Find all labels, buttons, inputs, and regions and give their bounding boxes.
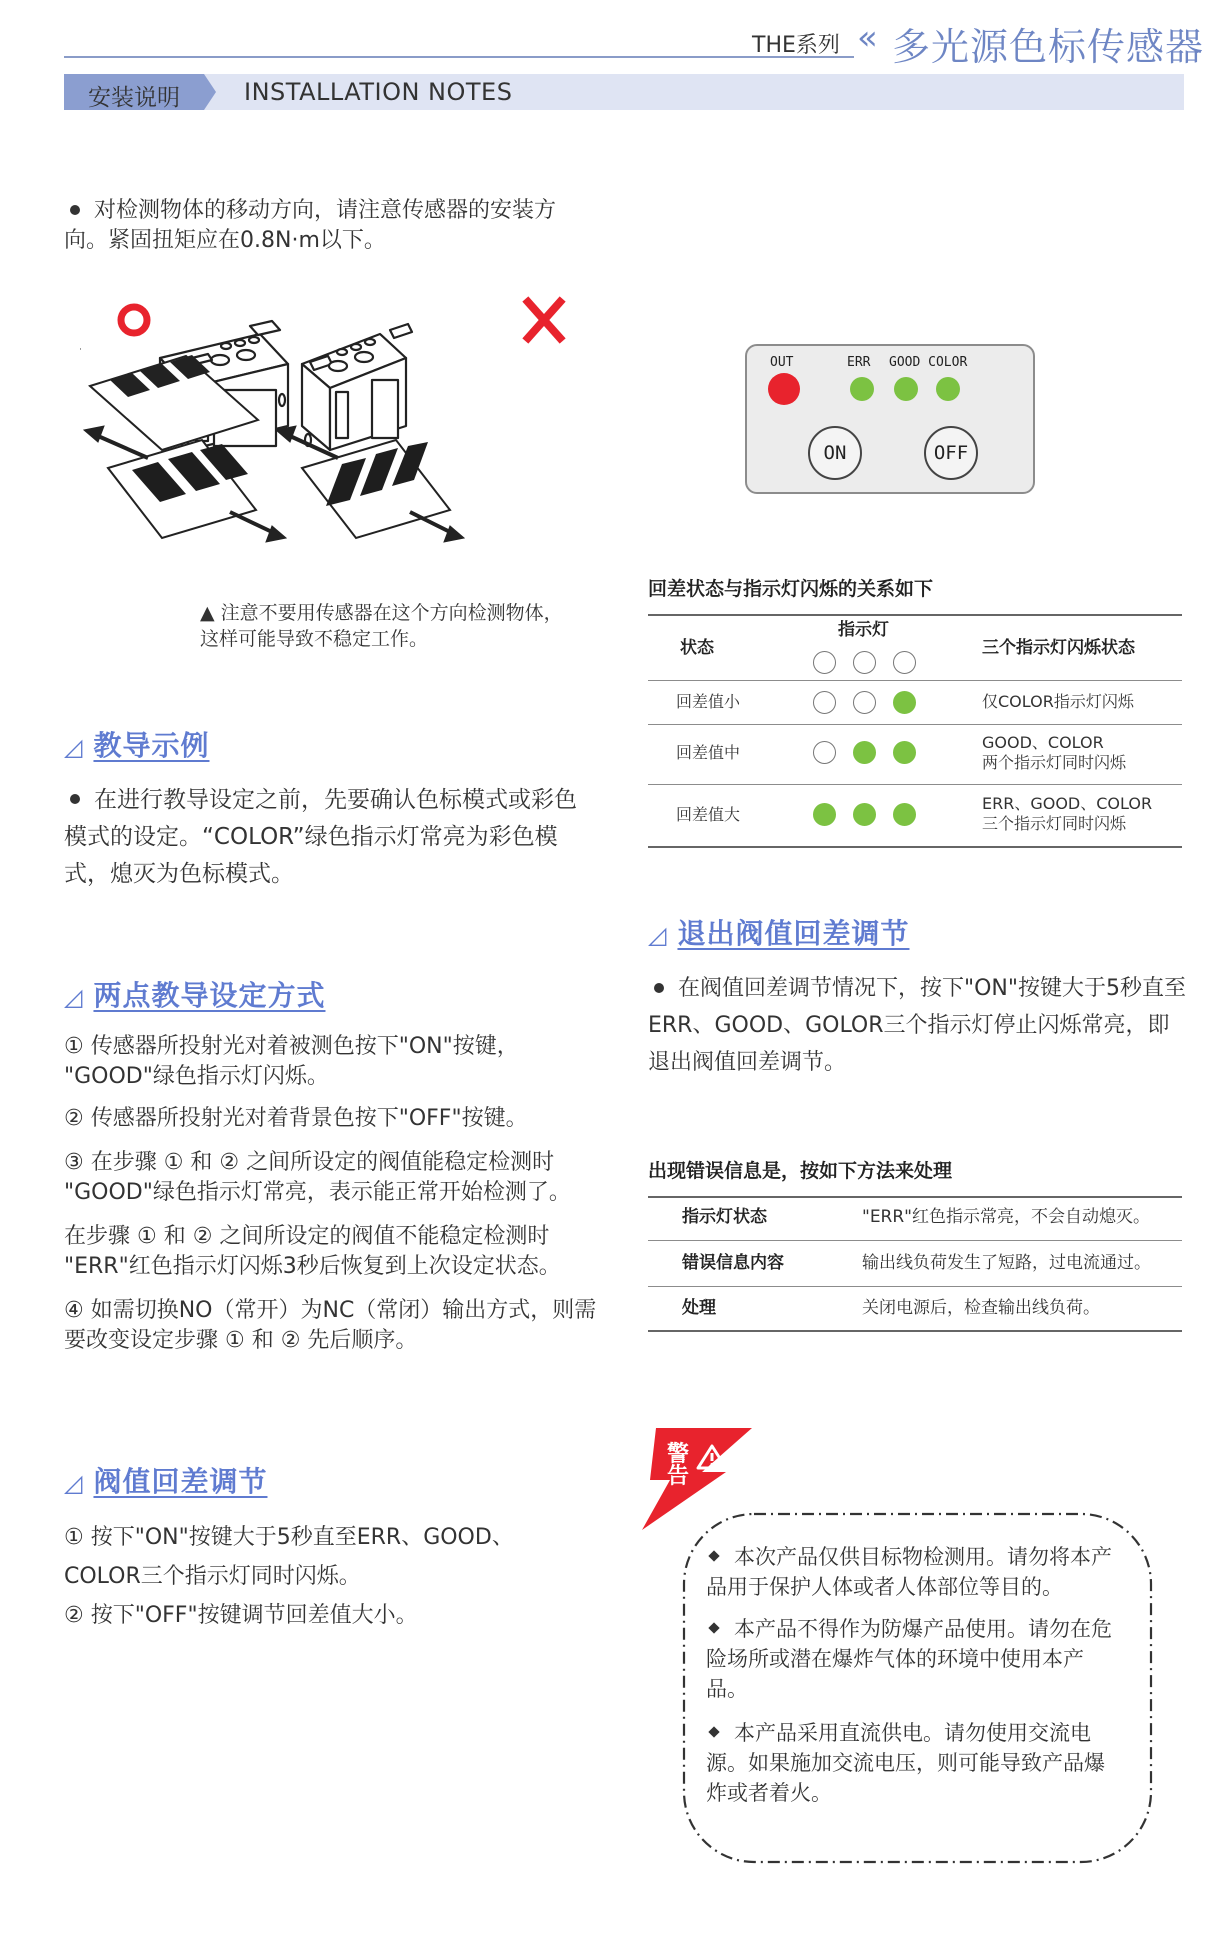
out-led xyxy=(768,373,800,405)
warning-item-1: 本次产品仅供目标物检测用。请勿将本产 品用于保护人体或者人体部位等目的。 xyxy=(706,1545,1112,1599)
header-indicator-2 xyxy=(853,651,876,674)
row-mid-state: 回差值中 xyxy=(676,743,741,762)
panel-label-out: OUT xyxy=(770,355,794,370)
teach-heading: ◿ 教导示例 xyxy=(64,729,210,762)
header-arrows: « xyxy=(857,18,878,58)
row-large-ind-3 xyxy=(893,803,916,826)
panel-label-good-color: GOOD COLOR xyxy=(889,355,968,370)
bullet-icon xyxy=(70,794,80,804)
col-blink-header: 三个指示灯闪烁状态 xyxy=(982,638,1135,658)
table-rule xyxy=(648,1240,1182,1241)
table-rule xyxy=(648,784,1182,785)
row-mid-ind-2 xyxy=(853,741,876,764)
bullet-icon xyxy=(70,205,80,215)
stripe-cards-overlay xyxy=(80,280,580,550)
col-state-header: 状态 xyxy=(680,638,714,658)
error-val-indicator: "ERR"红色指示常亮，不会自动熄灭。 xyxy=(862,1207,1151,1227)
row-small-ind-3 xyxy=(893,691,916,714)
row-mid-ind-1 xyxy=(813,741,836,764)
hysteresis-table-title: 回差状态与指示灯闪烁的关系如下 xyxy=(648,578,934,600)
warning-item-3: 本产品采用直流供电。请勿使用交流电 源。如果施加交流电压，则可能导致产品爆 炸或者着火。 xyxy=(706,1721,1105,1805)
section-tag-label: 安装说明 xyxy=(88,85,180,111)
header-rule xyxy=(64,56,854,58)
row-small-state: 回差值小 xyxy=(676,692,741,711)
row-mid-ind-3 xyxy=(893,741,916,764)
header-indicator-1 xyxy=(813,651,836,674)
error-key-content: 错误信息内容 xyxy=(682,1253,784,1273)
on-button[interactable]: ON xyxy=(808,426,862,480)
table-rule xyxy=(648,680,1182,681)
table-rule xyxy=(648,1330,1182,1332)
row-large-desc-2: 三个指示灯同时闪烁 xyxy=(982,814,1127,833)
error-key-action: 处理 xyxy=(682,1298,716,1318)
threshold-heading: ◿ 阀值回差调节 xyxy=(64,1465,268,1498)
section-english-title: INSTALLATION NOTES xyxy=(244,78,513,106)
error-val-content: 输出线负荷发生了短路，过电流通过。 xyxy=(862,1253,1151,1273)
triangle-icon: ◿ xyxy=(64,983,84,1011)
warning-item-2: 本产品不得作为防爆产品使用。请勿在危 险场所或潜在爆炸气体的环境中使用本产 品。 xyxy=(706,1617,1112,1701)
triangle-icon: ◿ xyxy=(64,733,84,761)
install-line-1: 对检测物体的移动方向，请注意传感器的安装方 xyxy=(94,198,557,223)
two-point-step-3: ③ 在步骤 ① 和 ② 之间所设定的阀值能稳定检测时 "GOOD"绿色指示灯常亮，表示能正常开始检测了。 xyxy=(64,1150,571,1205)
row-mid-desc-2: 两个指示灯同时闪烁 xyxy=(982,753,1127,772)
two-point-step-2: ② 传感器所投射光对着背景色按下"OFF"按键。 xyxy=(64,1106,528,1131)
exit-paragraph: 在阀值回差调节情况下，按下"ON"按键大于5秒直至 ERR、GOOD、GOLOR三个指示灯停止闪烁常亮，即 退出阀值回差调节。 xyxy=(648,976,1187,1075)
off-button[interactable]: OFF xyxy=(924,426,978,480)
color-led xyxy=(936,377,960,401)
install-line-2: 向。紧固扭矩应在0.8N·m以下。 xyxy=(64,228,386,253)
diamond-bullet-icon xyxy=(708,1726,719,1737)
exit-heading: ◿ 退出阀值回差调节 xyxy=(648,917,910,950)
table-rule xyxy=(648,614,1182,616)
bullet-icon xyxy=(654,983,664,993)
series-label: THE系列 xyxy=(752,33,840,58)
row-large-ind-1 xyxy=(813,803,836,826)
row-small-ind-1 xyxy=(813,691,836,714)
diamond-bullet-icon xyxy=(708,1550,719,1561)
two-point-heading: ◿ 两点教导设定方式 xyxy=(64,979,326,1012)
two-point-step-1: ① 传感器所投射光对着被测色按下"ON"按键， "GOOD"绿色指示灯闪烁。 xyxy=(64,1034,519,1089)
col-indicator-header: 指示灯 xyxy=(838,620,889,640)
error-val-action: 关闭电源后，检查输出线负荷。 xyxy=(862,1298,1100,1318)
threshold-paragraph: ① 按下"ON"按键大于5秒直至ERR、GOOD、 COLOR三个指示灯同时闪烁。 ② 按下"OFF"按键调节回差值大小。 xyxy=(64,1525,514,1628)
error-key-indicator: 指示灯状态 xyxy=(682,1207,767,1227)
row-large-ind-2 xyxy=(853,803,876,826)
install-caution-note xyxy=(200,600,620,652)
install-paragraph xyxy=(64,196,604,256)
header-indicator-3 xyxy=(893,651,916,674)
table-rule xyxy=(648,1286,1182,1287)
row-small-desc: 仅COLOR指示灯闪烁 xyxy=(982,692,1134,711)
warning-label: 警告 xyxy=(667,1442,690,1489)
diamond-bullet-icon xyxy=(708,1622,719,1633)
row-large-state: 回差值大 xyxy=(676,805,741,824)
triangle-icon: ◿ xyxy=(648,921,668,949)
table-rule xyxy=(648,1196,1182,1198)
triangle-icon: ◿ xyxy=(64,1469,84,1497)
panel-label-err: ERR xyxy=(847,355,871,370)
row-large-desc-1: ERR、GOOD、COLOR xyxy=(982,794,1153,813)
caution-line-2: 这样可能导致不稳定工作。 xyxy=(200,628,429,650)
page-title: 多光源色标传感器 xyxy=(892,25,1205,69)
two-point-step-4: ④ 如需切换NO（常开）为NC（常闭）输出方式，则需 要改变设定步骤 ① 和 ② 先后顺序。 xyxy=(64,1298,597,1353)
error-table-title: 出现错误信息是，按如下方法来处理 xyxy=(648,1160,953,1182)
caution-line-1: ▲ 注意不要用传感器在这个方向检测物体， xyxy=(200,602,563,624)
table-rule xyxy=(648,846,1182,848)
err-led xyxy=(850,377,874,401)
table-rule xyxy=(648,724,1182,725)
teach-paragraph: 在进行教导设定之前，先要确认色标模式或彩色 模式的设定。“COLOR”绿色指示灯常亮为彩色模 式，熄灭为色标模式。 xyxy=(64,787,577,887)
section-bar xyxy=(64,74,1184,110)
good-led xyxy=(894,377,918,401)
stripe-card-left xyxy=(108,440,256,538)
row-small-ind-2 xyxy=(853,691,876,714)
two-point-step-3-fail: 在步骤 ① 和 ② 之间所设定的阀值不能稳定检测时 "ERR"红色指示灯闪烁3秒后恢复到上次设定状态。 xyxy=(64,1224,561,1279)
row-mid-desc-1: GOOD、COLOR xyxy=(982,733,1104,752)
